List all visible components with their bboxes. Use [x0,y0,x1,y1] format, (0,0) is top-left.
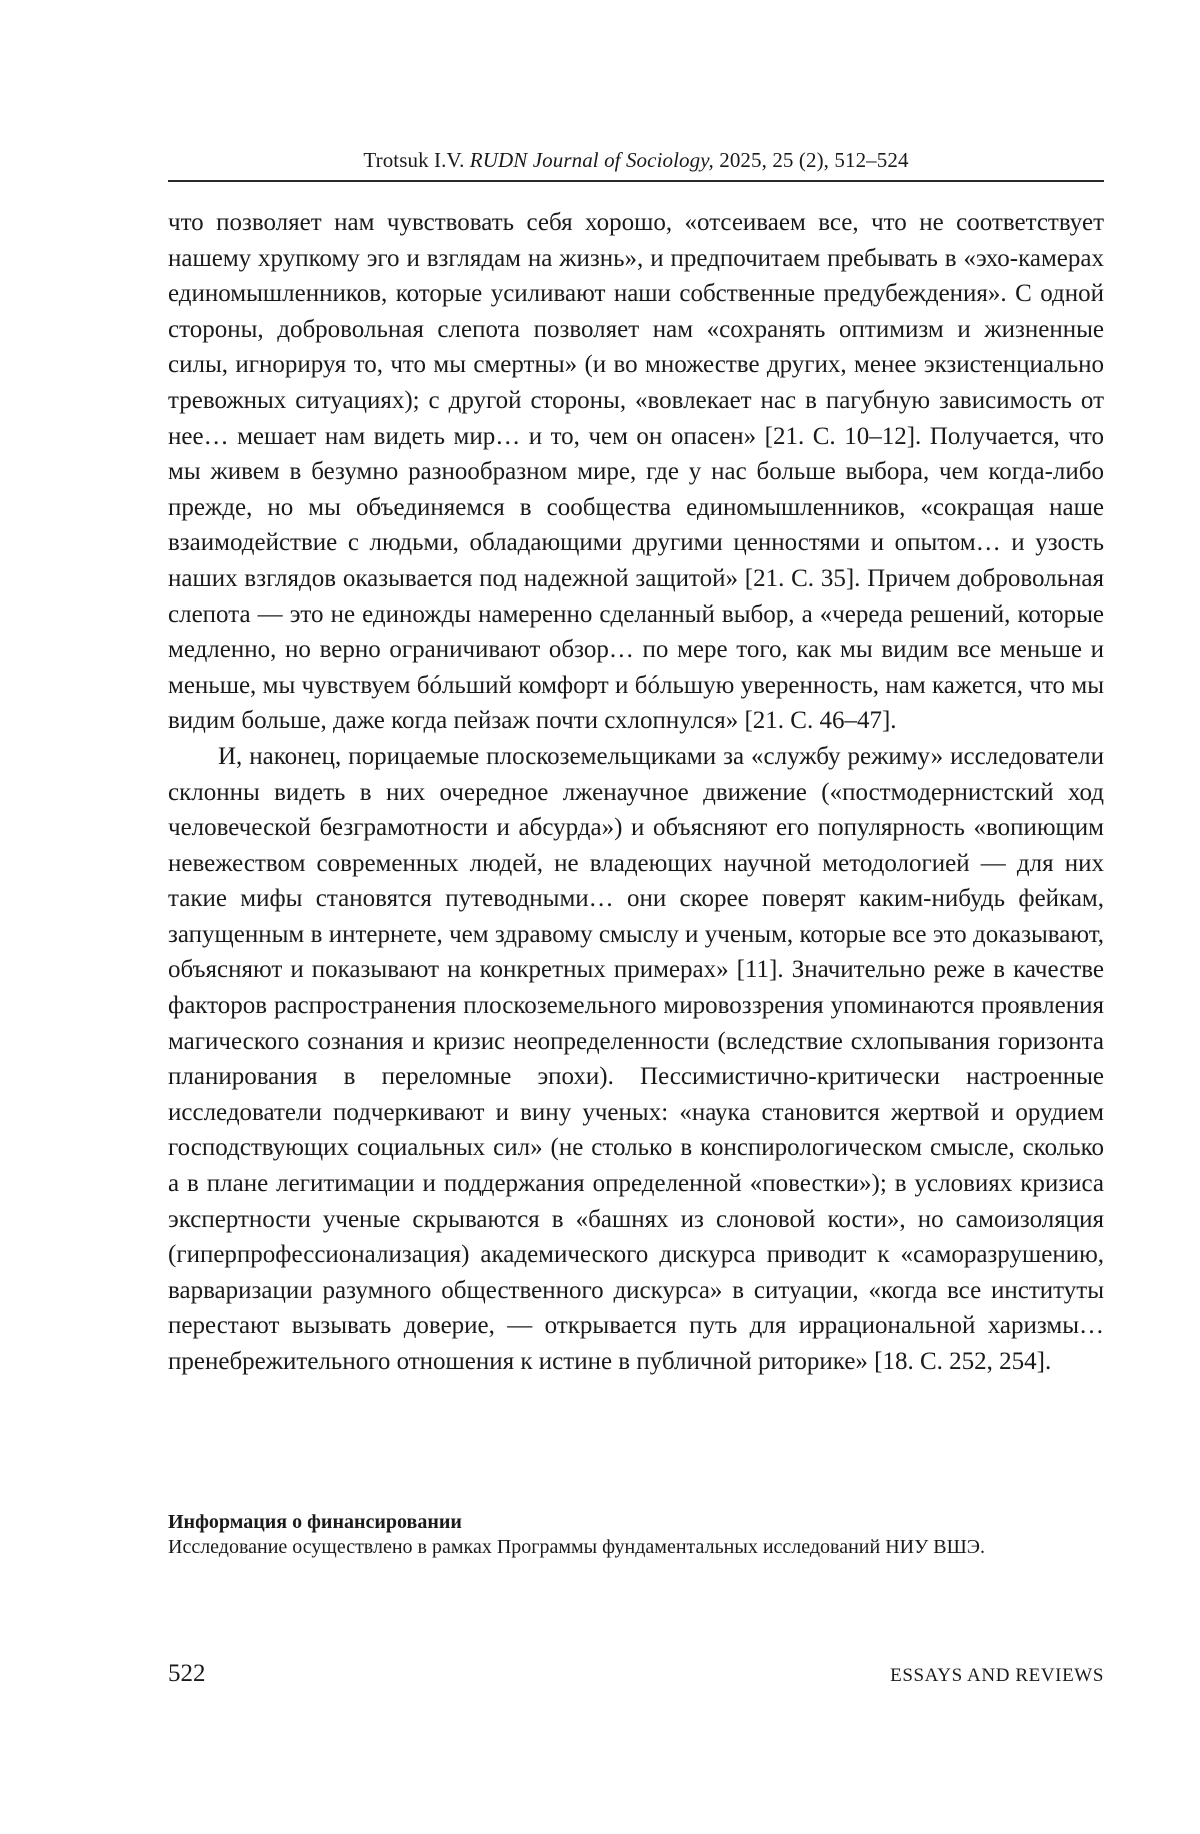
journal-page [168,0,1104,1834]
header-journal: RUDN Journal of Sociology, [470,148,714,172]
running-head [168,148,1104,173]
article-body [168,205,1104,1380]
funding-text: Исследование осуществлено в рамках Программы фундаментальных исследований НИУ ВШЭ. [168,1535,1104,1560]
header-author: Trotsuk I.V. [363,148,464,172]
funding-title: Информация о финансировании [168,1510,1104,1535]
funding-section [168,1510,1104,1560]
header-citation: 2025, 25 (2), 512–524 [719,148,908,172]
section-name: ESSAYS AND REVIEWS [890,1665,1104,1687]
body-paragraph-2: И, наконец, порицаемые плоскоземельщиками за «службу режиму» исследователи склонны видеть в них очередное лженаучное движение («постмодернистский ход человеческой безграмотности и абсурда») и объясняют его популярность «вопиющим невежеством современных людей, не владеющих научной методологией — для них такие мифы становятся путеводными… они скорее поверят каким-нибудь фейкам, запущенным в интернете, чем здравому смыслу и ученым, которые все это доказывают, объясняют и показывают на конкретных примерах» [11]. Значительно реже в качестве факторов распространения плоскоземельного мировоззрения упоминаются проявления магического сознания и кризис неопределенности (вследствие схлопывания горизонта планирования в переломные эпохи). Пессимистично-критически настроенные исследователи подчеркивают и вину ученых: «наука становится жертвой и орудием господствующих социальных сил» (не столько в конспирологическом смысле, сколько а в плане легитимации и поддержания определенной «повестки»); в условиях кризиса экспертности ученые скрываются в «башнях из слоновой кости», но самоизоляция (гиперпрофессионализация) академического дискурса приводит к «саморазрушению, варваризации разумного общественного дискурса» в ситуации, «когда все институты перестают вызывать доверие, — открывается путь для иррациональной харизмы… пренебрежительного отношения к истине в публичной риторике» [18. С. 252, 254]. [168,739,1104,1380]
body-paragraph-1: что позволяет нам чувствовать себя хорошо, «отсеиваем все, что не соответствует нашему хрупкому эго и взглядам на жизнь», и предпочитаем пребывать в «эхо-камерах единомышленников, которые усиливают наши собственные предубеждения». С одной стороны, добровольная слепота позволяет нам «сохранять оптимизм и жизненные силы, игнорируя то, что мы смертны» (и во множестве других, менее экзистенциально тревожных ситуациях); с другой стороны, «вовлекает нас в пагубную зависимость от нее… мешает нам видеть мир… и то, чем он опасен» [21. С. 10–12]. Получается, что мы живем в безумно разнообразном мире, где у нас больше выбора, чем когда-либо прежде, но мы объединяемся в сообщества единомышленников, «сокращая наше взаимодействие с людьми, обладающими другими ценностями и опытом… и узость наших взглядов оказывается под надежной защитой» [21. С. 35]. Причем добровольная слепота — это не единожды намеренно сделанный выбор, а «череда решений, которые медленно, но верно ограничивают обзор… по мере того, как мы видим все меньше и меньше, мы чувствуем бóльший комфорт и бóльшую уверенность, нам кажется, что мы видим больше, даже когда пейзаж почти схлопнулся» [21. С. 46–47]. [168,205,1104,739]
header-rule [168,180,1104,182]
page-number: 522 [168,1660,206,1688]
